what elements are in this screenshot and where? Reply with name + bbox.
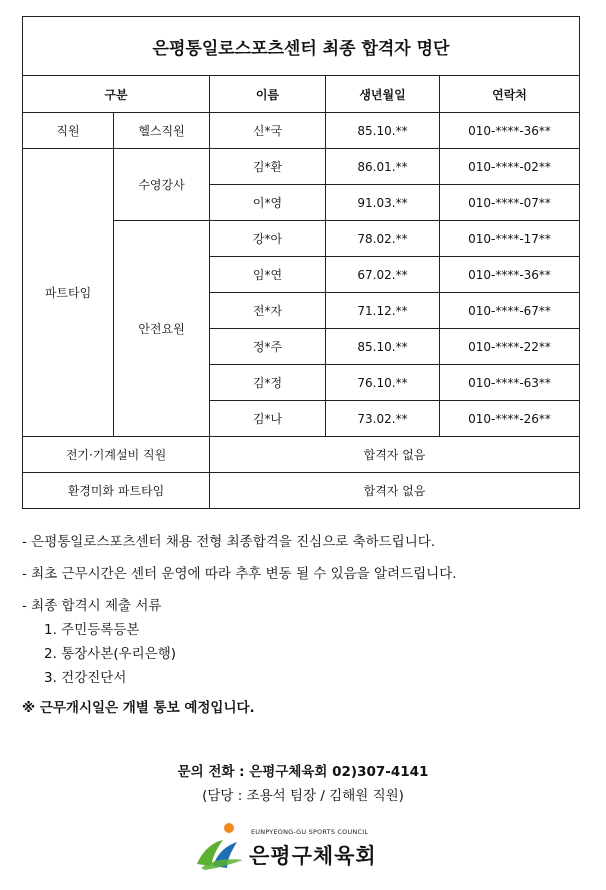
- logo-korean-text: 은평구체육회: [249, 844, 377, 868]
- note-congrats: - 은평통일로스포츠센터 채용 전형 최종합격을 진심으로 축하드립니다.: [22, 534, 436, 550]
- logo-english-text: EUNPYEONG-GU SPORTS COUNCIL: [251, 828, 369, 836]
- cell-name: 김*정: [210, 365, 326, 401]
- contact-phone: 문의 전화 : 은평구체육회 02)307-4141: [177, 764, 429, 780]
- header-birth: 생년월일: [326, 76, 440, 113]
- extra-result: 합격자 없음: [210, 437, 580, 473]
- cell-birth: 78.02.**: [326, 221, 440, 257]
- table-row: [23, 113, 580, 149]
- notice-start-date: ※ 근무개시일은 개별 통보 예정입니다.: [22, 700, 255, 716]
- cell-birth: 86.01.**: [326, 149, 440, 185]
- document-item: 1. 주민등록등본: [44, 622, 140, 638]
- table-row: [23, 149, 580, 185]
- cell-name: 전*자: [210, 293, 326, 329]
- subgroup-health-staff: 헬스직원: [114, 113, 210, 149]
- group-parttime: 파트타임: [23, 149, 114, 437]
- cell-phone: 010-****-17**: [440, 221, 580, 257]
- header-contact: 연락처: [440, 76, 580, 113]
- table-row: [23, 473, 580, 509]
- cell-phone: 010-****-07**: [440, 185, 580, 221]
- result-table-frame: [22, 16, 579, 509]
- extra-category: 환경미화 파트타임: [23, 473, 210, 509]
- cell-name: 강*아: [210, 221, 326, 257]
- subgroup-swim: 수영강사: [114, 149, 210, 221]
- cell-name: 정*주: [210, 329, 326, 365]
- subgroup-safety: 안전요원: [114, 221, 210, 437]
- cell-phone: 010-****-63**: [440, 365, 580, 401]
- table-row: [23, 437, 580, 473]
- cell-birth: 73.02.**: [326, 401, 440, 437]
- header-name: 이름: [210, 76, 326, 113]
- cell-phone: 010-****-22**: [440, 329, 580, 365]
- cell-name: 임*연: [210, 257, 326, 293]
- extra-result: 합격자 없음: [210, 473, 580, 509]
- cell-phone: 010-****-36**: [440, 257, 580, 293]
- cell-birth: 67.02.**: [326, 257, 440, 293]
- extra-category: 전기·기계설비 직원: [23, 437, 210, 473]
- cell-phone: 010-****-36**: [440, 113, 580, 149]
- council-emblem-icon: [193, 820, 247, 872]
- cell-name: 김*나: [210, 401, 326, 437]
- page-title: 은평통일로스포츠센터 최종 합격자 명단: [23, 17, 580, 76]
- contact-manager: (담당 : 조용석 팀장 / 김해원 직원): [202, 788, 404, 804]
- cell-birth: 91.03.**: [326, 185, 440, 221]
- cell-birth: 85.10.**: [326, 113, 440, 149]
- cell-phone: 010-****-02**: [440, 149, 580, 185]
- cell-phone: 010-****-26**: [440, 401, 580, 437]
- document-item: 2. 통장사본(우리은행): [44, 646, 177, 662]
- cell-name: 이*영: [210, 185, 326, 221]
- note-schedule: - 최초 근무시간은 센터 운영에 따라 추후 변동 될 수 있음을 알려드립니다.: [22, 566, 457, 582]
- cell-birth: 76.10.**: [326, 365, 440, 401]
- note-documents: - 최종 합격시 제출 서류: [22, 598, 162, 614]
- cell-birth: 85.10.**: [326, 329, 440, 365]
- cell-phone: 010-****-67**: [440, 293, 580, 329]
- council-logo: [193, 820, 393, 872]
- result-table: [22, 16, 580, 509]
- header-row: [23, 76, 580, 113]
- header-category: 구분: [23, 76, 210, 113]
- cell-name: 신*국: [210, 113, 326, 149]
- cell-name: 김*환: [210, 149, 326, 185]
- group-staff: 직원: [23, 113, 114, 149]
- cell-birth: 71.12.**: [326, 293, 440, 329]
- notes-section: [22, 530, 592, 720]
- document-item: 3. 건강진단서: [44, 670, 127, 686]
